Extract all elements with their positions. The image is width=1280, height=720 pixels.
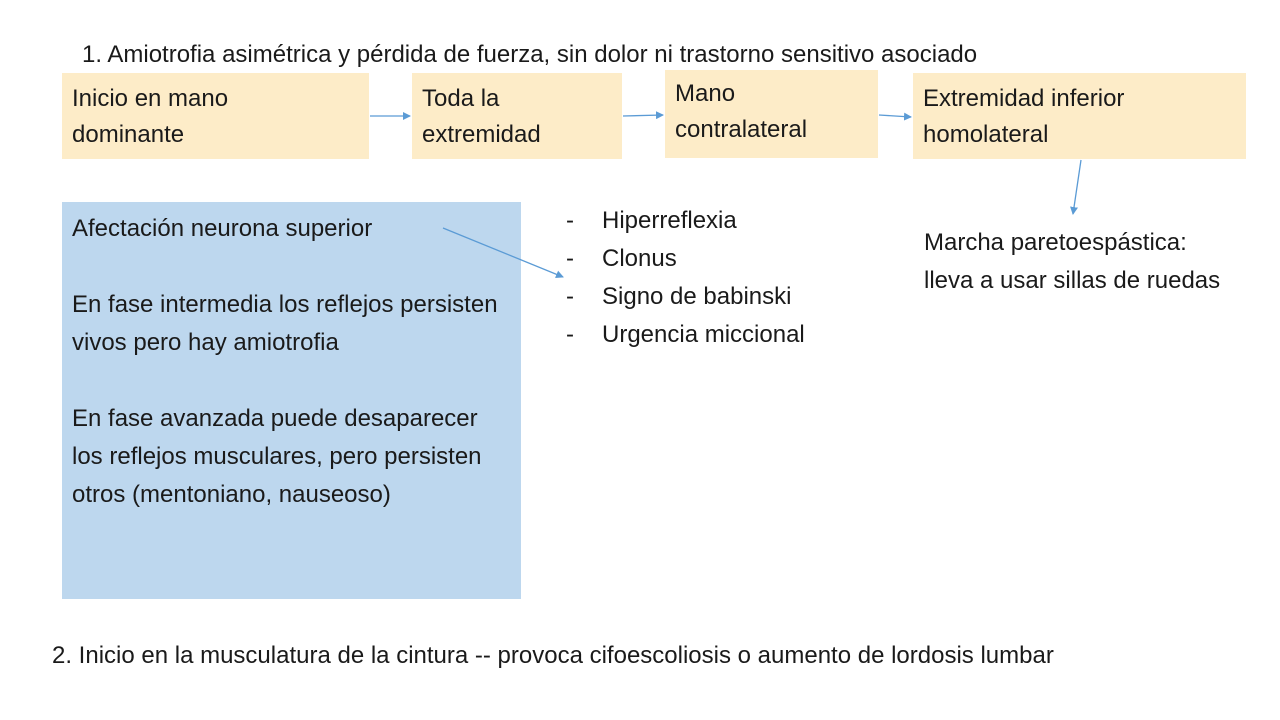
bullet-dash: - bbox=[566, 321, 574, 348]
advanced-phase-text: En fase avanzada puede desaparecer los reflejos musculares, pero persisten otros (mentoniano, nauseoso) bbox=[72, 405, 482, 508]
flow-box-line: Extremidad inferior bbox=[923, 85, 1125, 112]
arrow-upper-neuron-to-signs bbox=[443, 228, 563, 277]
flow-box-line: Toda la bbox=[422, 85, 500, 112]
upper-neuron-title: Afectación neurona superior bbox=[72, 215, 373, 242]
flow-box-line: Inicio en mano bbox=[72, 85, 229, 112]
bullet-dash: - bbox=[566, 207, 574, 234]
intermediate-phase-text: En fase intermedia los reflejos persisten vivos pero hay amiotrofia bbox=[72, 291, 498, 356]
flow-box-line: Mano bbox=[675, 80, 736, 107]
list-item: - Urgencia miccional bbox=[566, 316, 805, 354]
arrow-2-to-3 bbox=[623, 115, 663, 116]
arrow-3-to-4 bbox=[879, 115, 911, 117]
heading-1: 1. Amiotrofia asimétrica y pérdida de fuerza, sin dolor ni trastorno sensitivo asociado bbox=[82, 41, 978, 68]
gait-text: Marcha paretoespástica: lleva a usar sillas de ruedas bbox=[924, 229, 1221, 294]
flow-box-line: extremidad bbox=[422, 121, 541, 148]
list-item: - Clonus bbox=[566, 240, 805, 278]
flow-box-line: dominante bbox=[72, 121, 185, 148]
flow-box-line: homolateral bbox=[923, 121, 1049, 148]
bullet-dash: - bbox=[566, 283, 574, 310]
bullet-dash: - bbox=[566, 245, 574, 272]
heading-2: 2. Inicio en la musculatura de la cintura -- provoca cifoescoliosis o aumento de lordosis lumbar bbox=[52, 642, 1054, 669]
arrow-4-to-gait bbox=[1073, 160, 1081, 214]
list-item: - Hiperreflexia bbox=[566, 202, 805, 240]
flow-box-line: contralateral bbox=[675, 116, 808, 143]
list-item: - Signo de babinski bbox=[566, 278, 805, 316]
